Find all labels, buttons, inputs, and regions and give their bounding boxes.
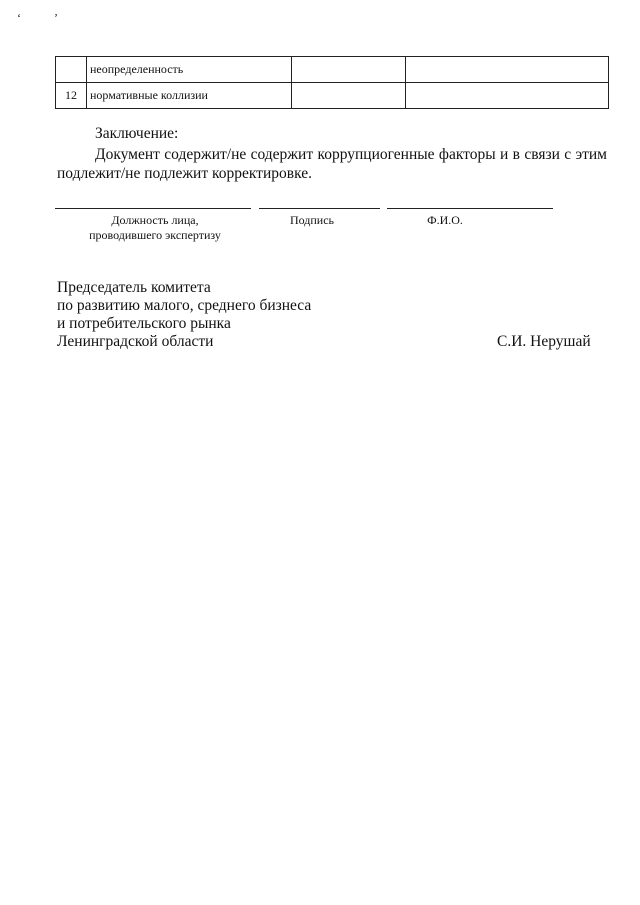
conclusion-text: Документ содержит/не содержит коррупциогенные факторы и в связи с этим подлежит/не подлежит корректировке. xyxy=(57,146,607,182)
expertise-table xyxy=(55,56,609,109)
fio-signature-line xyxy=(387,208,553,209)
position-caption-line: Должность лица, xyxy=(111,213,199,227)
row-number xyxy=(56,57,87,83)
empty-cell xyxy=(292,83,406,109)
position-caption xyxy=(60,213,250,243)
scan-mark: ʻ xyxy=(17,11,21,25)
sign-caption: Подпись xyxy=(289,213,335,227)
signature-line xyxy=(259,208,380,209)
chairman-title xyxy=(57,279,311,351)
criterion-cell: нормативные коллизии xyxy=(87,83,292,109)
fio-caption: Ф.И.О. xyxy=(427,213,463,227)
chairman-title-line: и потребительского рынка xyxy=(57,315,231,332)
chairman-title-line: Ленинградской области xyxy=(57,333,214,350)
position-caption-line: проводившего экспертизу xyxy=(89,228,221,242)
table-row xyxy=(56,57,609,83)
chairman-title-line: по развитию малого, среднего бизнеса xyxy=(57,297,312,314)
row-number: 12 xyxy=(56,83,87,109)
conclusion-heading: Заключение: xyxy=(95,125,179,142)
chairman-name: С.И. Нерушай xyxy=(497,333,591,350)
chairman-title-line: Председатель комитета xyxy=(57,279,211,296)
position-signature-line xyxy=(55,208,251,209)
scan-mark: ʼ xyxy=(54,11,58,25)
criterion-cell: неопределенность xyxy=(87,57,292,83)
empty-cell xyxy=(406,57,609,83)
table-row xyxy=(56,83,609,109)
empty-cell xyxy=(406,83,609,109)
empty-cell xyxy=(292,57,406,83)
